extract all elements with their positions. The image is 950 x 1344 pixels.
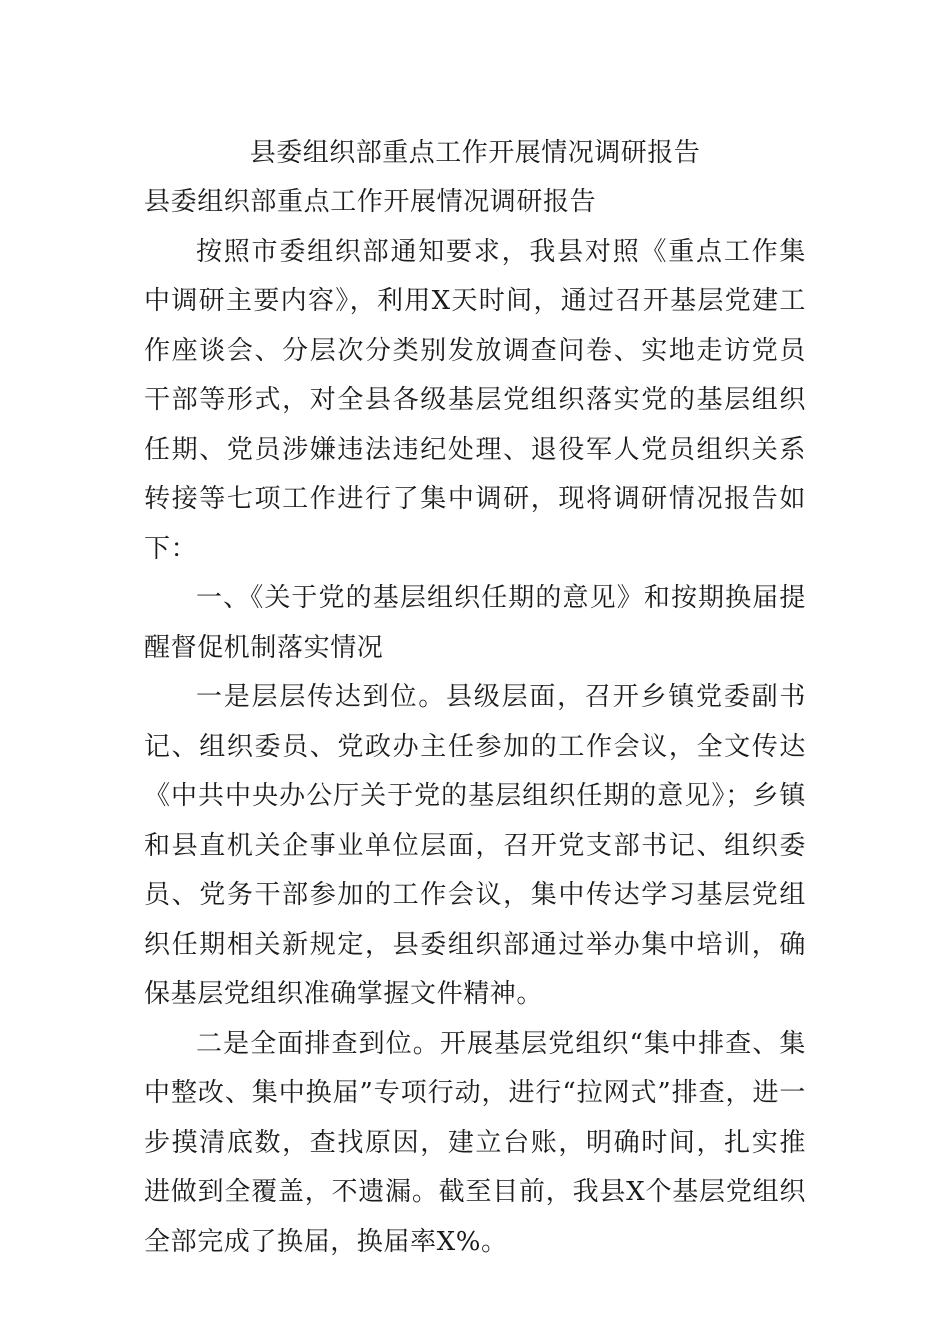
intro-paragraph: 按照市委组织部通知要求，我县对照《重点工作集中调研主要内容》，利用X天时间，通过召开基层党建工作座谈会、分层次分类别发放调查问卷、实地走访党员干部等形式，对全县各级基层党组织落实党的基层组织任期、党员涉嫌违法违纪处理、退役军人党员组织关系转接等七项工作进行了集中调研，现将调研情况报告如下： xyxy=(144,236,806,564)
document-body xyxy=(144,178,806,1267)
body-paragraph: 一是层层传达到位。县级层面，召开乡镇党委副书记、组织委员、党政办主任参加的工作会议，全文传达《中共中央办公厅关于党的基层组织任期的意见》；乡镇和县直机关企事业单位层面，召开党支部书记、组织委员、党务干部参加的工作会议，集中传达学习基层党组织任期相关新规定，县委组织部通过举办集中培训，确保基层党组织准确掌握文件精神。 xyxy=(144,682,806,1009)
section-heading: 一、《关于党的基层组织任期的意见》和按期换届提醒督促机制落实情况 xyxy=(144,583,806,663)
subtitle-paragraph: 县委组织部重点工作开展情况调研报告 xyxy=(144,187,597,217)
body-paragraph: 二是全面排查到位。开展基层党组织“集中排查、集中整改、集中换届”专项行动，进行“拉网式”排查，进一步摸清底数，查找原因，建立台账，明确时间，扎实推进做到全覆盖，不遗漏。截至目前，我县X个基层党组织全部完成了换届，换届率X%。 xyxy=(144,1028,806,1257)
document-title: 县委组织部重点工作开展情况调研报告 xyxy=(249,138,701,168)
